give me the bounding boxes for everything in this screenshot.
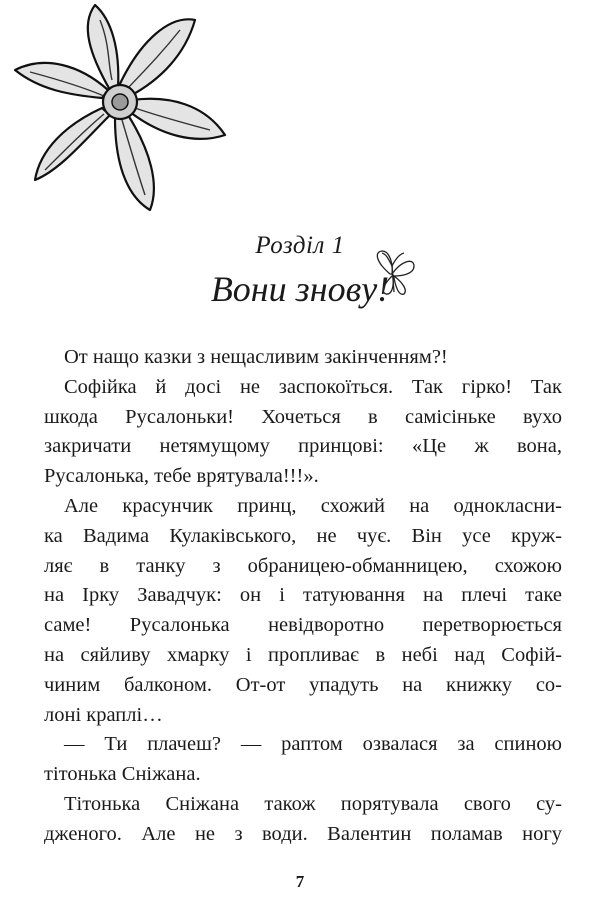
text-line: Русалонька, тебе врятувала!!!». — [44, 465, 319, 488]
chapter-label: Розділ 1 — [255, 232, 345, 259]
flower-illustration-icon — [0, 0, 240, 215]
text-line: ка Вадима Кулаківського, не чує. Він усе круж- — [44, 524, 562, 547]
text-line: чиним балконом. От-от упадуть на книжку со- — [44, 673, 562, 696]
text-line: Але красунчик принц, схожий на однокласни- — [64, 494, 562, 517]
text-line: — Ти плачеш? — раптом озвалася за спиною — [64, 733, 562, 756]
text-line: шкода Русалоньки! Хочеться в самісіньке вухо — [44, 405, 562, 428]
text-line: ляє в танку з обраницею-обманницею, схожою — [44, 554, 562, 577]
text-line: дженого. Але не з води. Валентин поламав ногу — [44, 822, 562, 845]
text-line: Софійка й досі не заспокоїться. Так гірко! Так — [64, 375, 562, 398]
text-line: тітонька Сніжана. — [44, 763, 201, 786]
text-line: на Ірку Завадчук: он і татуювання на плечі таке — [44, 584, 562, 607]
body-text — [44, 343, 562, 850]
text-line: лоні краплі… — [44, 703, 163, 726]
text-line: саме! Русалонька невідворотно перетворюється — [44, 614, 562, 637]
text-line: Тітонька Сніжана також порятувала свого су- — [64, 792, 562, 815]
butterfly-icon — [368, 248, 420, 300]
chapter-title: Вони знову! — [210, 269, 390, 309]
page-number: 7 — [295, 872, 305, 891]
text-line: закричати нетямущому принцові: «Це ж вона, — [44, 435, 562, 458]
text-line: на сяйливу хмарку і пропливає в небі над Софій- — [44, 643, 562, 666]
text-line: От нащо казки з нещасливим закінченням?! — [64, 346, 448, 368]
